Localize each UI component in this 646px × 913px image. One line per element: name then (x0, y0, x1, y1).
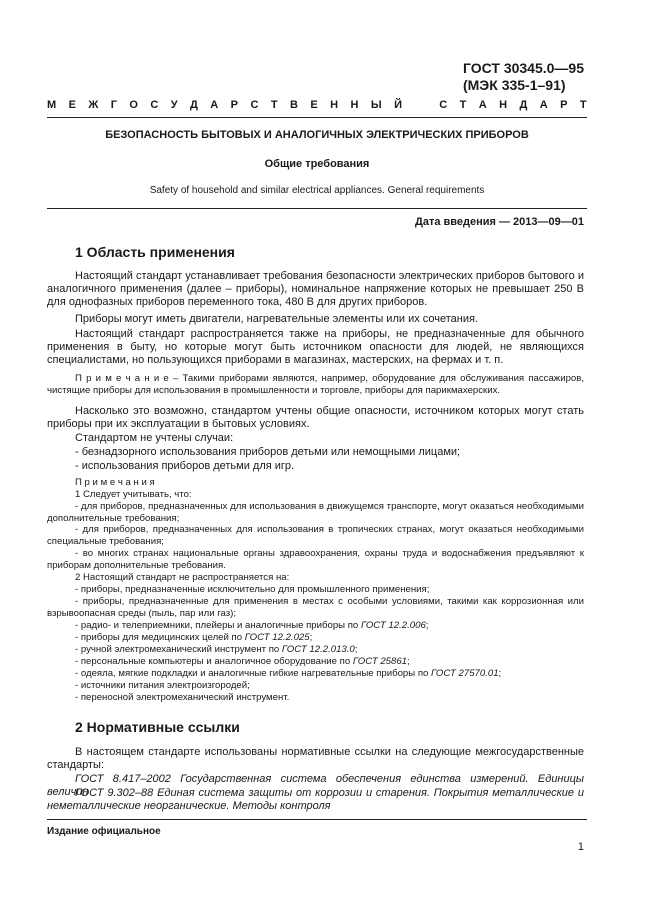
note-2-item-6 (47, 656, 584, 668)
note-1: 1 Следует учитывать, что: (75, 489, 192, 500)
note-2-item-7 (47, 668, 584, 680)
banner-letter: Ж (88, 99, 99, 111)
note-2-item-4-text: - приборы для медицинских целей по (75, 632, 245, 643)
note-label: П р и м е ч а н и е (75, 373, 169, 384)
note-2-item-8: - источники питания электроизгородей; (75, 680, 250, 691)
banner-letter: В (289, 99, 298, 111)
banner-letter: Н (330, 99, 339, 111)
note-2-item-7-ref: ГОСТ 27570.01 (431, 668, 499, 679)
title-rule (47, 208, 587, 209)
page-number: 1 (577, 841, 584, 853)
banner-letter: Е (68, 99, 76, 111)
banner-letter: А (539, 99, 548, 111)
banner-letter: С (439, 99, 448, 111)
note-2-item-3-text: - радио- и телеприемники, плейеры и аналогичные приборы по (75, 620, 361, 631)
banner-letter: С (250, 99, 259, 111)
interstate-standard-banner (47, 99, 587, 111)
document-subtitle: Общие требования (264, 158, 370, 170)
banner-letter: Г (110, 99, 117, 111)
note-1-item-1: - для приборов, предназначенных для использования в движущемся транспорте, могут оказаться необходимыми дополнительные требования; (47, 501, 584, 524)
banner-letter: О (129, 99, 138, 111)
note-2-item-6-text: - персональные компьютеры и аналогичное оборудование по (75, 656, 353, 667)
note-1-item-2: - для приборов, предназначенных для использования в тропических странах, могут оказаться необходимыми специальные требования; (47, 524, 584, 547)
banner-letter: Е (310, 99, 318, 111)
s1-paragraph-5: Стандартом не учтены случаи: (75, 432, 234, 444)
s1-paragraph-3: Настоящий стандарт распространяется также на приборы, не предназначенные для обычного применения в быту, но которые могут быть источником опасности для людей, не являющихся специалистами, но пользующихся приборами в магазинах, мастерских, на фермах и т. п. (47, 328, 584, 366)
document-title: БЕЗОПАСНОСТЬ БЫТОВЫХ И АНАЛОГИЧНЫХ ЭЛЕКТРИЧЕСКИХ ПРИБОРОВ (105, 129, 529, 141)
note-2-item-1: - приборы, предназначенные исключительно для промышленного применения; (75, 584, 430, 595)
banner-letter: Р (230, 99, 239, 111)
note-2-item-3-ref: ГОСТ 12.2.006 (360, 620, 426, 631)
note-2-item-6-ref: ГОСТ 25861 (352, 656, 408, 667)
note-2-item-5-text: - ручной электромеханический инструмент по (75, 644, 282, 655)
note-2-item-4-ref: ГОСТ 12.2.025 (244, 632, 310, 643)
section-2-heading: 2 Нормативные ссылки (75, 719, 240, 735)
banner-letter: Д (190, 99, 198, 111)
note-2-item-7-end: ; (498, 668, 502, 679)
introduction-date: Дата введения — 2013—09—01 (415, 216, 584, 228)
header-rule (47, 117, 587, 118)
note-2-item-5 (47, 644, 584, 656)
banner-letter: У (170, 99, 178, 111)
note-2-item-5-end: ; (354, 644, 358, 655)
note-2-item-7-text: - одеяла, мягкие подкладки и аналогичные гибкие нагревательные приборы по (75, 668, 432, 679)
note-2-item-5-ref: ГОСТ 12.2.013.0 (281, 644, 355, 655)
note-2-item-2: - приборы, предназначенные для применения в местах с особыми условиями, такими как коррозионная или взрывоопасная среды (пыль, пар или газ); (47, 596, 584, 619)
note-2-item-3 (47, 620, 584, 632)
s1-paragraph-1: Настоящий стандарт устанавливает требования безопасности электрических приборов бытового и аналогичного применения (далее – приборы), номинальное напряжение которых не превышает 250 В для однофазных приборов переменного тока, 480 В для других приборов. (47, 270, 584, 308)
banner-letter: Т (459, 99, 467, 111)
banner-letter: Й (394, 99, 402, 111)
note-2-item-9: - переносной электромеханический инструмент. (75, 692, 290, 703)
banner-letter: Н (499, 99, 508, 111)
banner-letter: Н (350, 99, 359, 111)
note-2-item-3-end: ; (425, 620, 429, 631)
note-2-item-4-end: ; (309, 632, 313, 643)
english-title: Safety of household and similar electrical appliances. General requirements (149, 185, 485, 196)
s2-paragraph-1: В настоящем стандарте использованы нормативные ссылки на следующие межгосударственные стандарты: (47, 746, 584, 771)
s1-paragraph-2: Приборы могут иметь двигатели, нагревательные элементы или их сочетания. (75, 313, 479, 325)
note-2-item-4 (47, 632, 584, 644)
banner-letter: М (47, 99, 57, 111)
banner-letter: Т (579, 99, 587, 111)
note-1-item-3: - во многих странах национальные органы здравоохранения, охраны труда и водоснабжения предъявляют к приборам дополнительные требования. (47, 548, 584, 571)
note-text: – Такими приборами являются, например, оборудование для обслуживания пассажиров, чистящие приборы для использования в промышленности и торговле, приборы для парикмахерских. (47, 373, 585, 396)
s1-paragraph-6: - безнадзорного использования приборов детьми или немощными лицами; (75, 446, 461, 458)
banner-letter: С (150, 99, 159, 111)
banner-letter: Р (560, 99, 568, 111)
official-edition-label: Издание официальное (47, 826, 161, 837)
s1-paragraph-4: Насколько это возможно, стандартом учтены общие опасности, источником которых могут стать приборы при их эксплуатации в бытовых условиях. (47, 405, 584, 430)
notes-label: П р и м е ч а н и я (75, 477, 155, 488)
note-2: 2 Настоящий стандарт не распространяется на: (75, 572, 290, 583)
standard-code (463, 60, 584, 94)
banner-letter: Д (519, 99, 528, 111)
standard-code-iec: (МЭК 335-1–91) (462, 77, 566, 93)
standard-code-gost: ГОСТ 30345.0—95 (462, 60, 584, 76)
banner-letter: Т (270, 99, 278, 111)
section-1-heading: 1 Область применения (75, 244, 235, 260)
banner-letter: А (210, 99, 219, 111)
reference-gost-8-417: ГОСТ 8.417–2002 Государственная система обеспечения единства измерений. Единицы величин (47, 773, 584, 798)
s1-note (47, 373, 584, 397)
footer-rule (47, 819, 587, 820)
note-2-item-6-end: ; (407, 656, 410, 667)
banner-letter: А (478, 99, 487, 111)
banner-letter: Ы (370, 99, 382, 111)
s1-paragraph-7: - использования приборов детьми для игр. (75, 460, 295, 472)
reference-gost-9-302: ГОСТ 9.302–88 Единая система защиты от коррозии и старения. Покрытия металлические и неметаллические неорганические. Методы контроля (47, 787, 584, 812)
